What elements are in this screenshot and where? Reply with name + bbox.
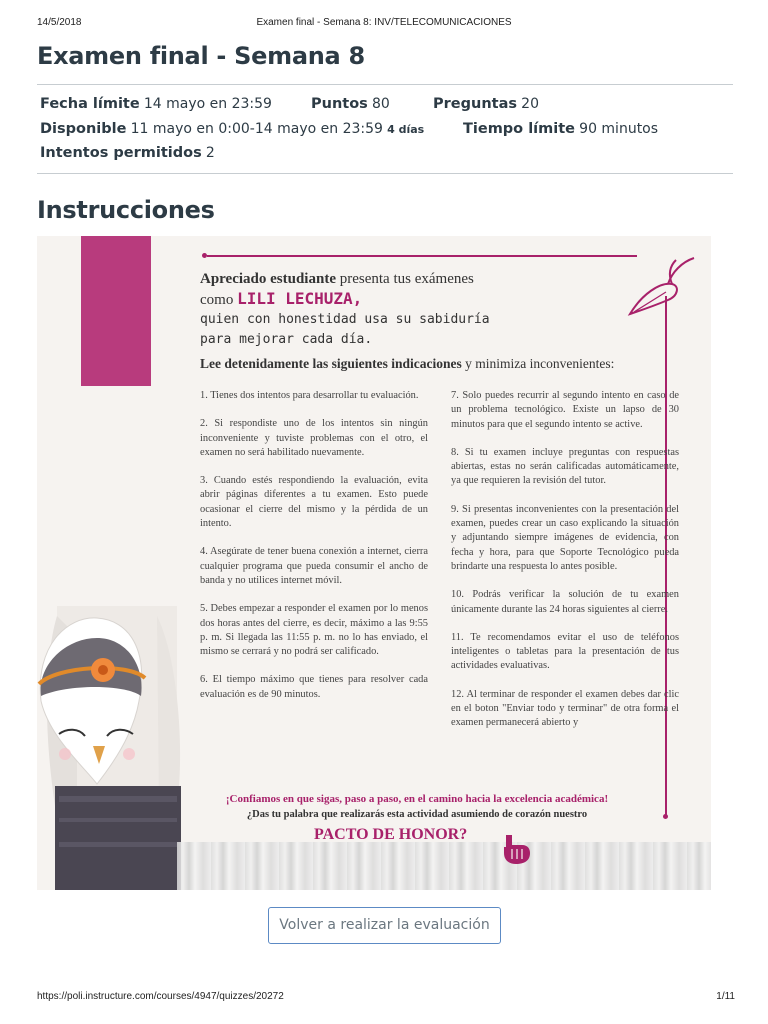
owl-mascot-image — [37, 446, 187, 890]
instructions-lead — [200, 356, 660, 372]
attempts-allowed — [40, 144, 215, 161]
due-date-value: 14 mayo en 23:59 — [143, 96, 272, 112]
pink-block — [81, 236, 151, 386]
due-date — [40, 95, 272, 112]
decorative-strip — [177, 842, 711, 890]
instruction-item: 5. Debes empezar a responder el examen por lo menos dos horas antes del cierre, es decir, máximo a las 9:55 p. m. Si llegada las 11:55 p. m. no lo has enviado, el mismo se cerrará y no podrá ser calificado. — [200, 603, 428, 658]
print-page-number: 1/11 — [716, 991, 735, 1002]
print-footer — [0, 991, 768, 1005]
lead-rest: y minimiza inconvenientes: — [461, 356, 615, 371]
instruction-item: 1. Tienes dos intentos para desarrollar tu evaluación. — [200, 390, 419, 401]
footer-question: ¿Das tu palabra que realizarás esta actividad asumiendo de corazón nuestro — [246, 809, 588, 820]
footer-motto: ¡Confiamos en que sigas, paso a paso, en el camino hacia la excelencia académica! — [225, 793, 609, 805]
attempts-label: Intentos permitidos — [40, 145, 202, 161]
frame-line-top — [207, 255, 637, 257]
print-header — [0, 17, 768, 31]
print-doc-title: Examen final - Semana 8: INV/TELECOMUNICACIONES — [256, 17, 512, 28]
greeting-line3: quien con honestidad usa su sabiduría — [200, 312, 490, 327]
availability — [40, 120, 424, 137]
instructions-banner — [37, 236, 711, 890]
questions-value: 20 — [521, 96, 539, 112]
instruction-item: 6. El tiempo máximo que tienes para resolver cada evaluación es de 90 minutos. — [200, 674, 428, 700]
frame-dot — [202, 253, 207, 258]
available-label: Disponible — [40, 121, 127, 137]
instruction-item: 2. Si respondiste uno de los intentos sin ningún inconveniente y tuviste problemas con el otro, el examen no será habilitado nuevamente. — [200, 418, 428, 458]
points-label: Puntos — [311, 96, 368, 112]
instruction-item: 4. Asegúrate de tener buena conexión a internet, cierra cualquier programa que pueda consumir el ancho de banda y no utilices internet móvil. — [200, 546, 428, 586]
lead-bold: Lee detenidamente las siguientes indicaciones — [200, 356, 462, 371]
instruction-item: 3. Cuando estés respondiendo la evaluación, evita abrir páginas diferentes a tu examen. Esto puede ocasionar el cierre del mismo y la pérdida de un intento. — [200, 475, 428, 530]
greeting-name: LILI LECHUZA, — [237, 289, 363, 308]
pointing-hand-icon — [500, 831, 532, 865]
print-url: https://poli.instructure.com/courses/4947/quizzes/20272 — [37, 991, 284, 1002]
greeting-bold: Apreciado estudiante — [200, 271, 336, 287]
points-value: 80 — [371, 96, 390, 112]
time-limit — [463, 120, 658, 137]
retake-quiz-button[interactable]: Volver a realizar la evaluación — [268, 907, 501, 944]
greeting — [200, 269, 620, 350]
page-title: Examen final - Semana 8 — [37, 42, 365, 70]
instruction-item: 12. Al terminar de responder el examen debes dar clic en el boton "Enviar todo y terminar" de otra forma el examen permanecerá abierto y — [451, 688, 679, 729]
honor-pact-title: PACTO DE HONOR? — [314, 826, 468, 843]
instructions-column-left — [200, 389, 428, 716]
available-value: 11 mayo en 0:00-14 mayo en 23:59 — [130, 121, 383, 137]
greeting-como: como — [200, 292, 238, 308]
attempts-value: 2 — [205, 145, 215, 161]
instructions-heading: Instrucciones — [37, 196, 215, 224]
questions-label: Preguntas — [433, 96, 517, 112]
greeting-line4: para mejorar cada día. — [200, 332, 373, 347]
time-limit-value: 90 minutos — [579, 121, 659, 137]
points — [311, 95, 390, 112]
instruction-item: 9. Si presentas inconvenientes con la presentación del examen, puedes crear un caso explicando la situación y adjuntando siempre imágenes de evidencia, con fecha y hora, para que Soporte Tecnológico pueda brindarte una respuesta lo antes posible. — [451, 503, 679, 572]
greeting-rest: presenta tus exámenes — [335, 271, 474, 287]
frame-dot — [663, 814, 668, 819]
print-date: 14/5/2018 — [37, 17, 82, 28]
instructions-column-right — [451, 389, 679, 745]
leaf-icon — [622, 244, 702, 324]
instruction-item: 8. Si tu examen incluye preguntas con respuestas abiertas, estas no serán calificadas automáticamente, ya que requieren la revisión del tutor. — [451, 446, 679, 487]
instruction-item: 10. Podrás verificar la solución de tu examen únicamente durante las 24 horas siguientes al cierre. — [451, 589, 679, 615]
questions — [433, 95, 539, 112]
divider-bottom — [37, 173, 733, 174]
instruction-item: 7. Solo puedes recurrir al segundo intento en caso de un problema tecnológico. Existe un lapso de 30 minutos para que el segundo intento se active. — [451, 390, 679, 430]
divider-top — [37, 84, 733, 85]
due-date-label: Fecha límite — [40, 96, 140, 112]
instruction-item: 11. Te recomendamos evitar el uso de teléfonos inteligentes o tabletas para la presentación de tus actividades evaluativas. — [451, 631, 679, 672]
available-days: 4 días — [387, 123, 425, 136]
time-limit-label: Tiempo límite — [463, 121, 575, 137]
